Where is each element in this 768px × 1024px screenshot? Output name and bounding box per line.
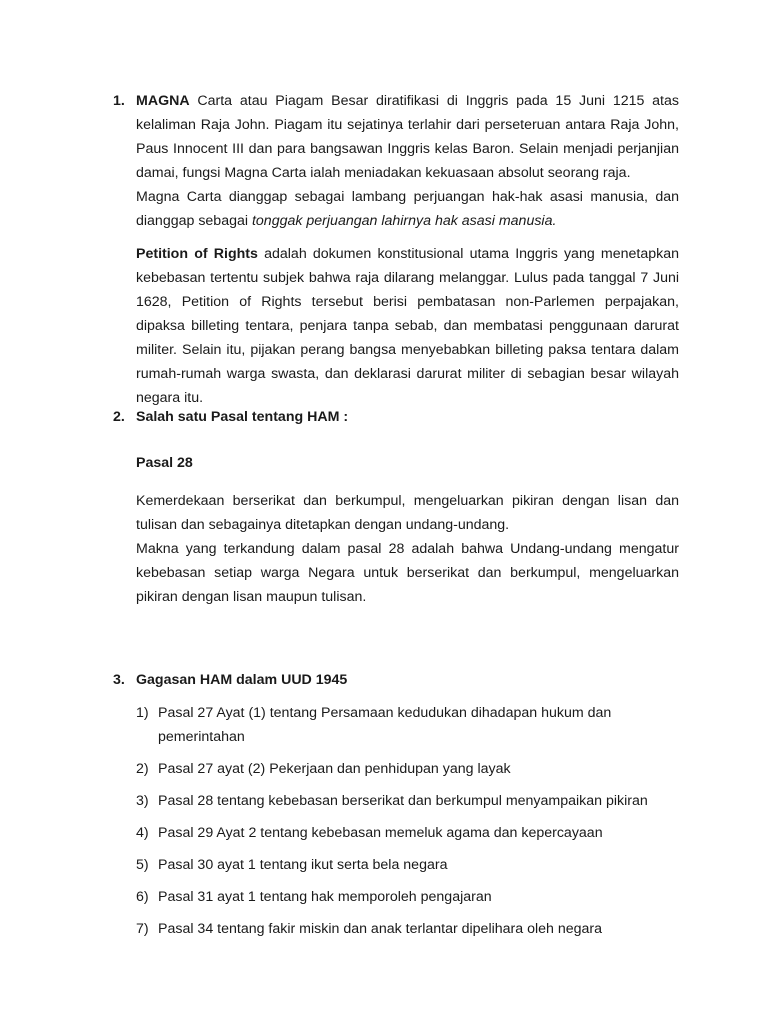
section-1 bbox=[113, 89, 679, 410]
list-item: 6) Pasal 31 ayat 1 tentang hak memporoleh pengajaran bbox=[136, 889, 492, 905]
petition-title: Petition of Rights bbox=[136, 246, 258, 262]
list-item: 7) Pasal 34 tentang fakir miskin dan anak terlantar dipelihara oleh negara bbox=[136, 921, 603, 937]
magna-carta-paragraph bbox=[136, 89, 679, 185]
petition-text: adalah dokumen konstitusional utama Inggris yang menetapkan kebebasan tertentu subjek bahwa raja dilarang melanggar. Lulus pada tanggal 7 Juni 1628, Petition of Rights tersebut berisi pembatasan non-Parlemen perpajakan, dipaksa billeting tentara, penjara tanpa sebab, dan membatasi penggunaan darurat militer. Selain itu, pijakan perang bangsa menyebabkan billeting paksa tentara dalam rumah-rumah warga swasta, dan deklarasi darurat militer di sebagian besar wilayah negara itu. bbox=[136, 246, 680, 406]
magna-carta-text: Carta atau Piagam Besar diratifikasi di Inggris pada 15 Juni 1215 atas kelaliman Raja John. Piagam itu sejatinya terlahir dari perseteruan antara Raja John, Paus Innocent III dan para bangsawan Inggris kelas Baron. Selain menjadi perjanjian damai, fungsi Magna Carta ialah meniadakan kekuasaan absolut seorang raja. bbox=[136, 93, 679, 181]
list-item: 2) Pasal 27 ayat (2) Pekerjaan dan penhidupan yang layak bbox=[136, 761, 511, 777]
pasal-28-title: Pasal 28 bbox=[136, 455, 193, 471]
section-3-heading: Gagasan HAM dalam UUD 1945 bbox=[136, 672, 348, 688]
magna-carta-significance bbox=[136, 185, 679, 233]
section-1-number: 1. bbox=[113, 93, 125, 109]
section-3 bbox=[113, 668, 679, 949]
significance-italic: tonggak perjuangan lahirnya hak asasi manusia. bbox=[251, 213, 557, 229]
pasal-28-text: Kemerdekaan berserikat dan berkumpul, mengeluarkan pikiran dengan lisan dan tulisan dan sebagainya ditetapkan dengan undang-undang. bbox=[136, 493, 679, 533]
petition-of-rights-paragraph bbox=[136, 242, 679, 410]
ham-uud-list bbox=[136, 701, 679, 941]
section-2-number: 2. bbox=[113, 409, 125, 425]
list-item: 1) Pasal 27 Ayat (1) tentang Persamaan kedudukan dihadapan hukum dan pemerintahan bbox=[136, 705, 612, 745]
list-item: 4) Pasal 29 Ayat 2 tentang kebebasan memeluk agama dan kepercayaan bbox=[136, 825, 603, 841]
section-2-heading: Salah satu Pasal tentang HAM : bbox=[136, 409, 349, 425]
magna-label: MAGNA bbox=[136, 93, 190, 109]
section-2 bbox=[113, 405, 679, 609]
list-item: 5) Pasal 30 ayat 1 tentang ikut serta bela negara bbox=[136, 857, 448, 873]
pasal-28-meaning: Makna yang terkandung dalam pasal 28 adalah bahwa Undang-undang mengatur kebebasan setiap warga Negara untuk berserikat dan berkumpul, mengeluarkan pikiran dengan lisan maupun tulisan. bbox=[136, 541, 679, 605]
section-3-number: 3. bbox=[113, 672, 125, 688]
significance-text: Magna Carta dianggap sebagai lambang perjuangan hak-hak asasi manusia, dan dianggap sebagai bbox=[136, 189, 679, 229]
list-item: 3) Pasal 28 tentang kebebasan berserikat dan berkumpul menyampaikan pikiran bbox=[136, 793, 648, 809]
